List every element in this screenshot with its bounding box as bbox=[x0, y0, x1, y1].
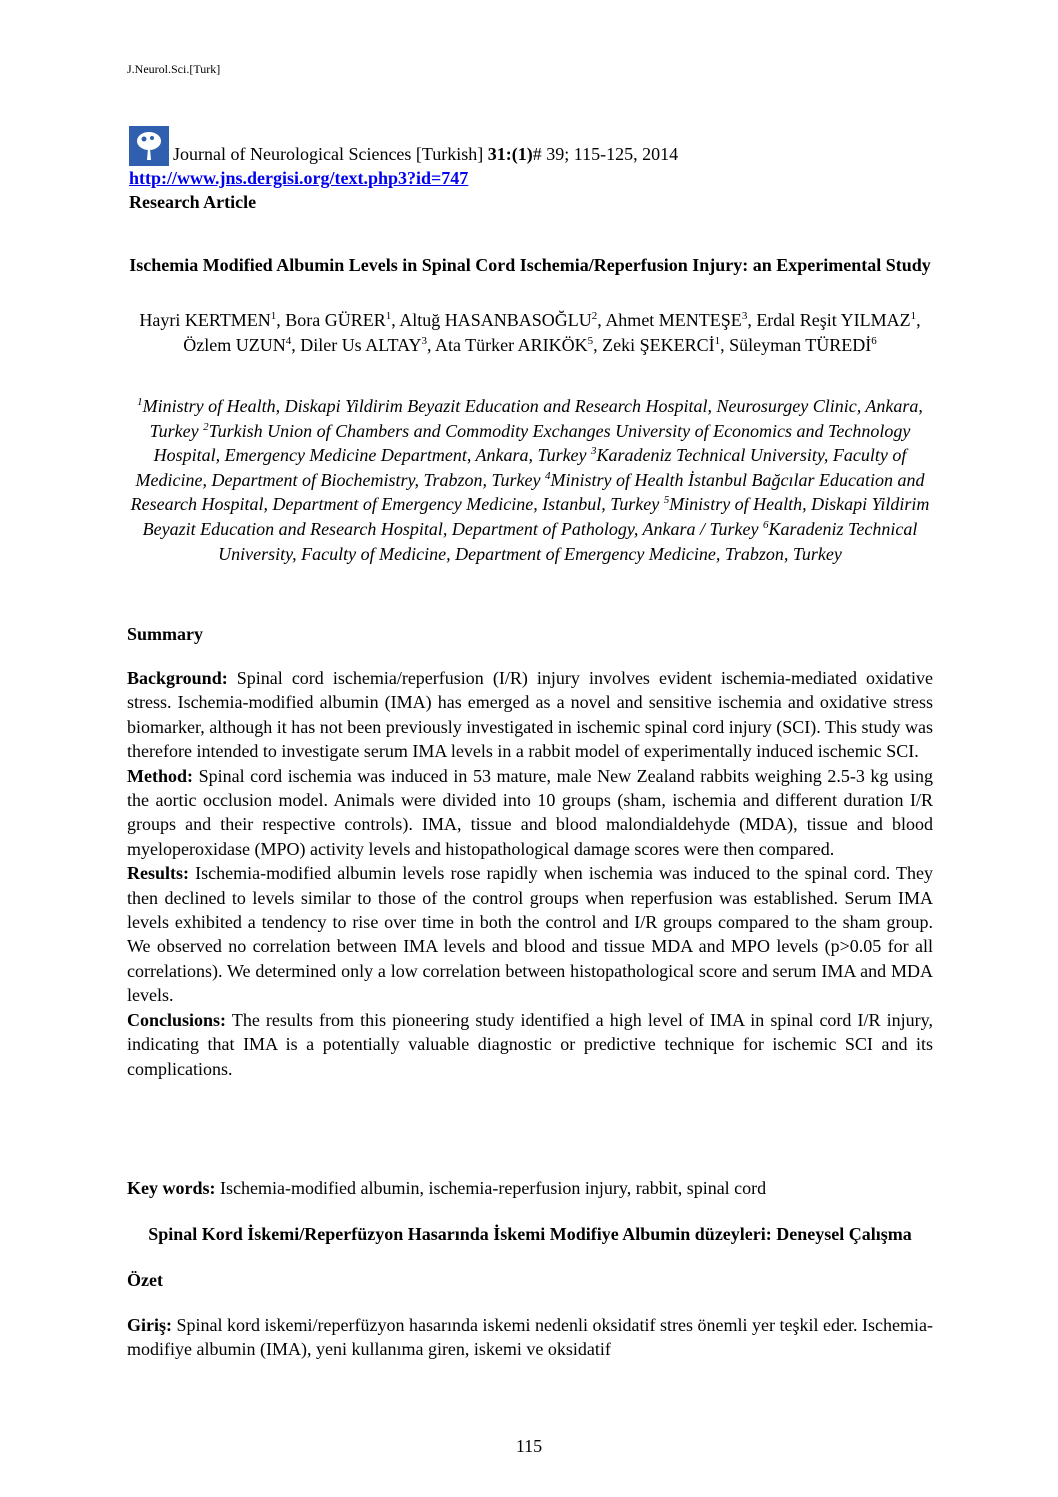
affiliation-text: Ministry of Health İstanbul Bağcılar Education and Research Hospital, Department of Emergency Medicine, Istanbul, Turkey bbox=[130, 469, 925, 515]
author-name: Hayri KERTMEN bbox=[139, 310, 271, 330]
affiliation-marker: 2 bbox=[203, 420, 209, 433]
conclusions-paragraph bbox=[127, 1008, 933, 1081]
author-name: Bora GÜRER bbox=[285, 310, 386, 330]
affiliation-marker: 4 bbox=[544, 469, 551, 482]
author-affiliation-marker: 2 bbox=[591, 310, 598, 322]
journal-logo-icon bbox=[129, 126, 169, 166]
turkish-summary-heading: Özet bbox=[127, 1270, 163, 1290]
author-affiliation-marker: 3 bbox=[741, 310, 748, 322]
turkish-intro-label: Giriş: bbox=[127, 1315, 172, 1335]
author-affiliation-marker: 6 bbox=[871, 335, 877, 347]
conclusions-label: Conclusions: bbox=[127, 1009, 227, 1030]
affiliation-text: Ministry of Health, Diskapi Yildirim Beyazit Education and Research Hospital, Neurosurgey Clinic, Ankara, Turkey bbox=[142, 396, 923, 441]
author-list: Hayri KERTMEN$^1$, Bora GÜRER$^1$, Altuğ HASANBASOĞLU$^2$, Ahmet MENTEŞE$^3$, Erdal Reşit YILMAZ$^1$, Özlem UZUN$^4$, Diler Us ALTAY$^3$, Ata Türker ARIKÖK$^5$, Zeki ŞEKERCİ$^1$, Süleyman TÜREDİ$^6$ bbox=[139, 310, 921, 355]
keywords bbox=[127, 1178, 933, 1199]
results-label: Results: bbox=[127, 863, 189, 884]
journal-name: Journal of Neurological Sciences [Turkish] bbox=[173, 144, 488, 164]
turkish-abstract bbox=[127, 1313, 933, 1362]
author-name: Süleyman TÜREDİ bbox=[729, 335, 872, 355]
author-affiliation-marker: 1 bbox=[910, 310, 917, 322]
author-affiliation-marker: 4 bbox=[285, 335, 292, 347]
affiliations bbox=[127, 394, 933, 566]
author-affiliation-marker: 1 bbox=[385, 310, 392, 322]
affiliation-text: Karadeniz Technical University, Faculty of Medicine, Department of Emergency Medicine, Trabzon, Turkey bbox=[218, 518, 918, 564]
article-type: Research Article bbox=[129, 192, 257, 212]
author-name: Diler Us ALTAY bbox=[300, 335, 422, 355]
article-url-link[interactable]: http://www.jns.dergisi.org/text.php3?id=747 bbox=[129, 168, 469, 188]
author-name: Özlem UZUN bbox=[183, 335, 286, 355]
affiliation-marker: 1 bbox=[137, 396, 143, 408]
author-affiliation-marker: 5 bbox=[587, 335, 594, 347]
journal-volume: 31:(1) bbox=[487, 144, 533, 164]
affiliation-text: Karadeniz Technical University, Faculty of Medicine, Department of Biochemistry, Trabzon, Turkey bbox=[135, 445, 907, 490]
turkish-intro-text: Spinal kord iskemi/reperfüzyon hasarında iskemi nedenli oksidatif stres önemli yer teşkil eder. Ischemia-modifiye albumin (IMA), yeni kullanıma giren, iskemi ve oksidatif bbox=[127, 1315, 933, 1360]
results-text: Ischemia-modified albumin levels rose rapidly when ischemia was induced to the spinal cord. They then declined to levels similar to those of the control groups when reperfusion was established. Serum IMA levels exhibited a tendency to rise over time in both the control and I/R groups compared to the sham group. We observed no correlation between IMA levels and blood and tissue MDA and MPO levels (p>0.05 for all correlations). We determined only a low correlation between histopathological score and serum IMA and MDA levels. bbox=[127, 863, 933, 1006]
keywords-label: Key words: bbox=[127, 1178, 216, 1198]
author-affiliation-marker: 1 bbox=[270, 310, 277, 322]
background-paragraph bbox=[127, 666, 933, 764]
method-label: Method: bbox=[127, 765, 193, 786]
affiliation-marker: 3 bbox=[591, 445, 597, 458]
author-name: Ata Türker ARIKÖK bbox=[434, 335, 588, 355]
conclusions-text: The results from this pioneering study identified a high level of IMA in spinal cord I/R injury, indicating that IMA is a potentially valuable diagnostic or predictive technique for ischemic SCI and its complications. bbox=[127, 1009, 933, 1079]
background-label: Background: bbox=[127, 668, 228, 688]
summary-heading: Summary bbox=[127, 624, 203, 644]
background-text: Spinal cord ischemia/reperfusion (I/R) injury involves evident ischemia-mediated oxidative stress. Ischemia-modified albumin (IMA) has emerged as a novel and sensitive ischemia and oxidative stress biomarker, although it has not been previously investigated in ischemic spinal cord injury (SCI). This study was therefore intended to investigate serum IMA levels in a rabbit model of experimentally induced ischemic SCI. bbox=[127, 668, 933, 762]
results-paragraph bbox=[127, 861, 933, 1007]
author-name: Zeki ŞEKERCİ bbox=[602, 335, 715, 355]
article-title: Ischemia Modified Albumin Levels in Spinal Cord Ischemia/Reperfusion Injury: an Experimental Study bbox=[129, 255, 931, 275]
affiliation-text: Turkish Union of Chambers and Commodity Exchanges University of Economics and Technology Hospital, Emergency Medicine Department, Ankara, Turkey bbox=[153, 420, 911, 466]
affiliation-text: Ministry of Health, Diskapi Yildirim Beyazit Education and Research Hospital, Department of Pathology, Ankara / Turkey bbox=[142, 494, 930, 539]
turkish-title: Spinal Kord İskemi/Reperfüzyon Hasarında İskemi Modifiye Albumin düzeyleri: Deneysel Çalışma bbox=[148, 1224, 912, 1244]
journal-header bbox=[129, 126, 949, 214]
method-paragraph bbox=[127, 764, 933, 862]
affiliation-marker: 5 bbox=[663, 494, 670, 507]
english-abstract bbox=[127, 666, 933, 1081]
method-text: Spinal cord ischemia was induced in 53 mature, male New Zealand rabbits weighing 2.5-3 kg using the aortic occlusion model. Animals were divided into 10 groups (sham, ischemia and different duration I/R groups and their respective controls). IMA, tissue and blood malondialdehyde (MDA), tissue and blood myeloperoxidase (MPO) activity levels and histopathological damage scores were then compared. bbox=[127, 765, 933, 859]
page-number: 115 bbox=[515, 1436, 543, 1456]
turkish-intro-paragraph bbox=[127, 1313, 933, 1362]
running-head: J.Neurol.Sci.[Turk] bbox=[127, 62, 221, 76]
author-name: Altuğ HASANBASOĞLU bbox=[399, 310, 592, 330]
author-name: Erdal Reşit YILMAZ bbox=[756, 310, 911, 330]
affiliation-marker: 6 bbox=[763, 518, 769, 531]
author-affiliation-marker: 1 bbox=[714, 335, 721, 347]
author-name: Ahmet MENTEŞE bbox=[605, 310, 742, 330]
keywords-text: Ischemia-modified albumin, ischemia-reperfusion injury, rabbit, spinal cord bbox=[215, 1178, 767, 1198]
author-affiliation-marker: 3 bbox=[421, 335, 427, 347]
journal-pages: # 39; 115-125, 2014 bbox=[532, 144, 679, 164]
